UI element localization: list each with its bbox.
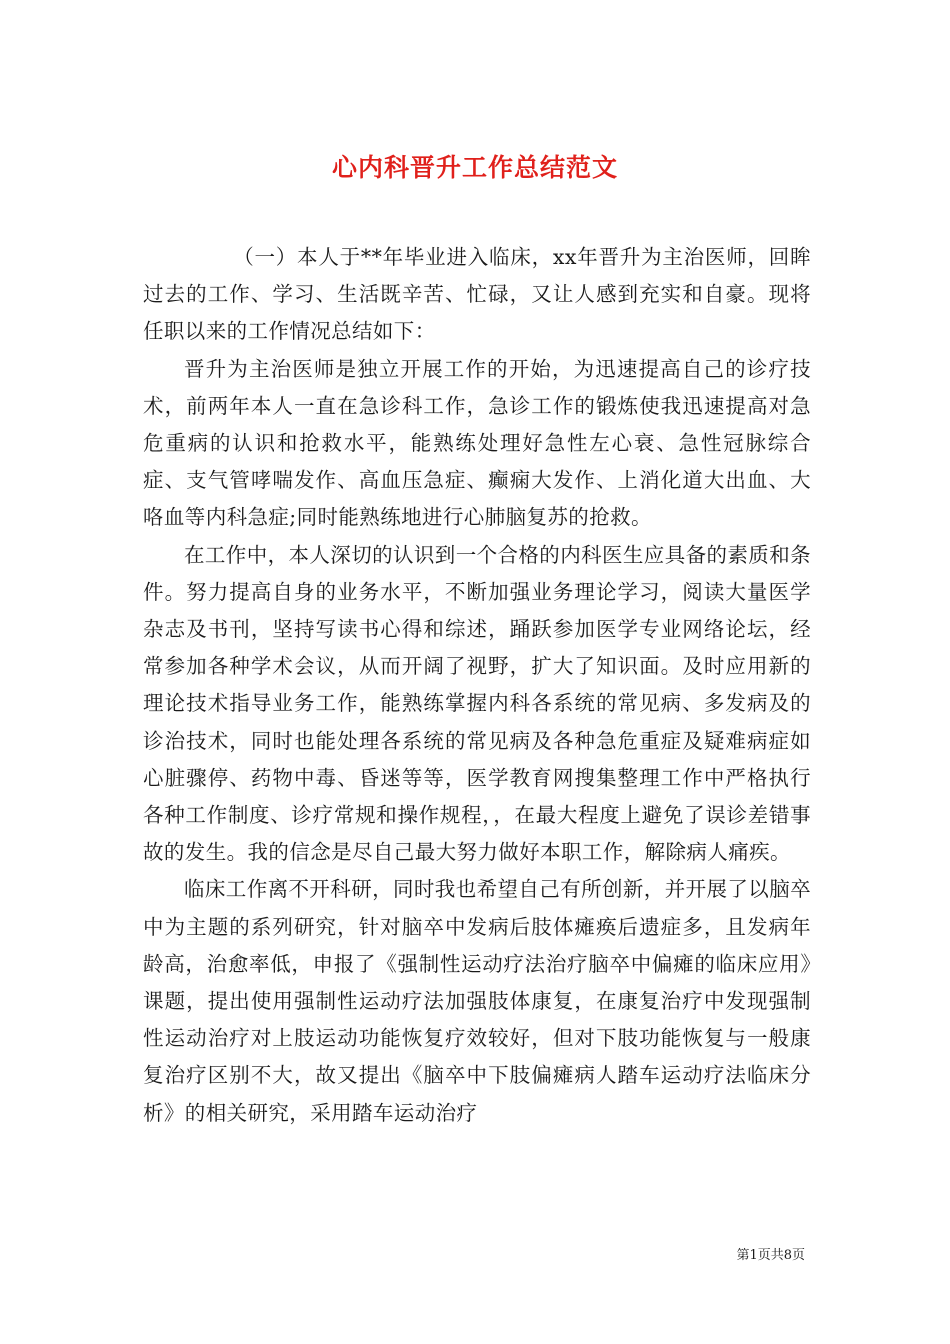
- paragraph-2: 晋升为主治医师是独立开展工作的开始，为迅速提高自己的诊疗技术，前两年本人一直在急诊科工作，急诊工作的锻炼使我迅速提高对急危重病的认识和抢救水平，能熟练处理好急性左心衰、急性冠脉综合症、支气管哮喘发作、高血压急症、癫痫大发作、上消化道大出血、大咯血等内科急症;同时能熟练地进行心肺脑复苏的抢救。: [143, 356, 811, 530]
- document-title: 心内科晋升工作总结范文: [331, 152, 618, 182]
- paragraph-1: （一）本人于**年毕业进入临床，xx年晋升为主治医师，回眸过去的工作、学习、生活既辛苦、忙碌，又让人感到充实和自豪。现将任职以来的工作情况总结如下：: [143, 245, 811, 344]
- paragraph-3: 在工作中，本人深切的认识到一个合格的内科医生应具备的素质和条件。努力提高自身的业务水平，不断加强业务理论学习，阅读大量医学杂志及书刊，坚持写读书心得和综述，踊跃参加医学专业网络论坛，经常参加各种学术会议，从而开阔了视野，扩大了知识面。及时应用新的理论技术指导业务工作，能熟练掌握内科各系统的常见病、多发病及的诊治技术，同时也能处理各系统的常见病及各种急危重症及疑难病症如心脏骤停、药物中毒、昏迷等等，医学教育网搜集整理工作中严格执行各种工作制度、诊疗常规和操作规程，，在最大程度上避免了误诊差错事故的发生。我的信念是尽自己最大努力做好本职工作，解除病人痛疾。: [143, 542, 811, 865]
- page-number: 第1页共8页: [736, 1248, 805, 1263]
- paragraph-4: 临床工作离不开科研，同时我也希望自己有所创新，并开展了以脑卒中为主题的系列研究，针对脑卒中发病后肢体瘫痪后遗症多，且发病年龄高，治愈率低，申报了《强制性运动疗法治疗脑卒中偏瘫的临床应用》课题，提出使用强制性运动疗法加强肢体康复，在康复治疗中发现强制性运动治疗对上肢运动功能恢复疗效较好，但对下肢功能恢复与一般康复治疗区别不大，故又提出《脑卒中下肢偏瘫病人踏车运动疗法临床分析》的相关研究，采用踏车运动治疗: [143, 877, 811, 1125]
- document-body: [143, 239, 811, 1132]
